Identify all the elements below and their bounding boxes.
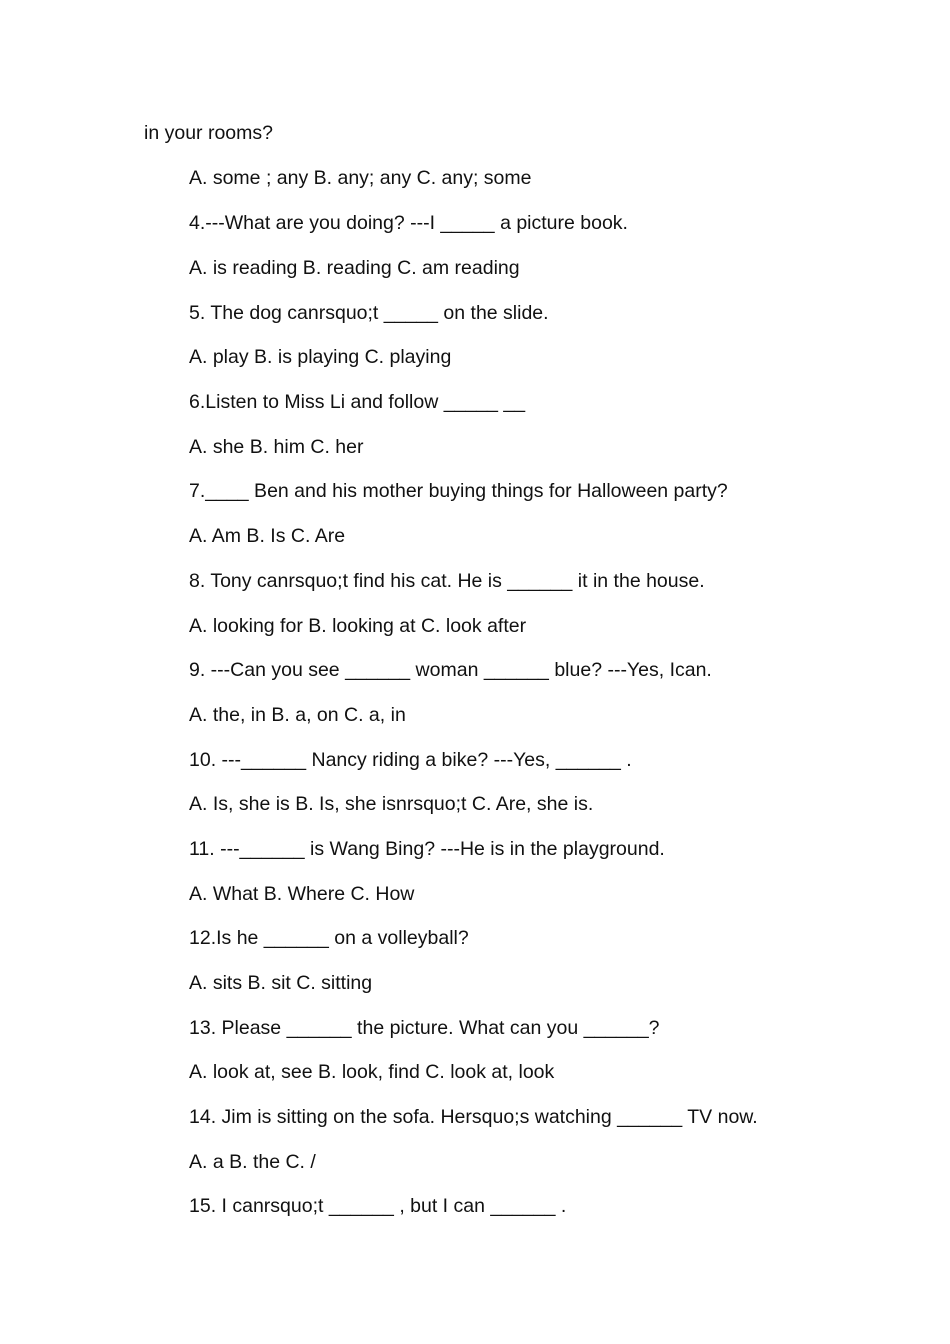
- question-3-continuation: in your rooms?: [144, 122, 273, 144]
- question-14-options: A. a B. the C. /: [189, 1151, 316, 1173]
- question-8: 8. Tony canrsquo;t find his cat. He is ______ it in the house.: [189, 570, 705, 592]
- question-5-options: A. play B. is playing C. playing: [189, 346, 452, 368]
- question-7-options: A. Am B. Is C. Are: [189, 525, 346, 547]
- question-12-options: A. sits B. sit C. sitting: [189, 972, 373, 994]
- question-11: 11. ---______ is Wang Bing? ---He is in the playground.: [189, 838, 665, 860]
- question-13-options: A. look at, see B. look, find C. look at, look: [189, 1061, 555, 1083]
- question-10-options: A. Is, she is B. Is, she isnrsquo;t C. Are, she is.: [189, 793, 594, 815]
- question-15: 15. I canrsquo;t ______ , but I can ______ .: [189, 1195, 567, 1217]
- question-11-options: A. What B. Where C. How: [189, 883, 415, 905]
- question-13: 13. Please ______ the picture. What can you ______?: [189, 1017, 660, 1039]
- question-4: 4.---What are you doing? ---I _____ a picture book.: [189, 212, 628, 234]
- question-10: 10. ---______ Nancy riding a bike? ---Yes, ______ .: [189, 749, 632, 771]
- question-14: 14. Jim is sitting on the sofa. Hersquo;s watching ______ TV now.: [189, 1106, 758, 1128]
- question-8-options: A. looking for B. looking at C. look after: [189, 615, 527, 637]
- question-9-options: A. the, in B. a, on C. a, in: [189, 704, 406, 726]
- question-6-options: A. she B. him C. her: [189, 436, 364, 458]
- question-12: 12.Is he ______ on a volleyball?: [189, 927, 469, 949]
- question-9: 9. ---Can you see ______ woman ______ blue? ---Yes, Ican.: [189, 659, 712, 681]
- question-4-options: A. is reading B. reading C. am reading: [189, 257, 520, 279]
- question-3-options: A. some ; any B. any; any C. any; some: [189, 167, 532, 189]
- question-7: 7.____ Ben and his mother buying things for Halloween party?: [189, 480, 728, 502]
- question-6: 6.Listen to Miss Li and follow _____ __: [189, 391, 526, 413]
- question-5: 5. The dog canrsquo;t _____ on the slide.: [189, 302, 549, 324]
